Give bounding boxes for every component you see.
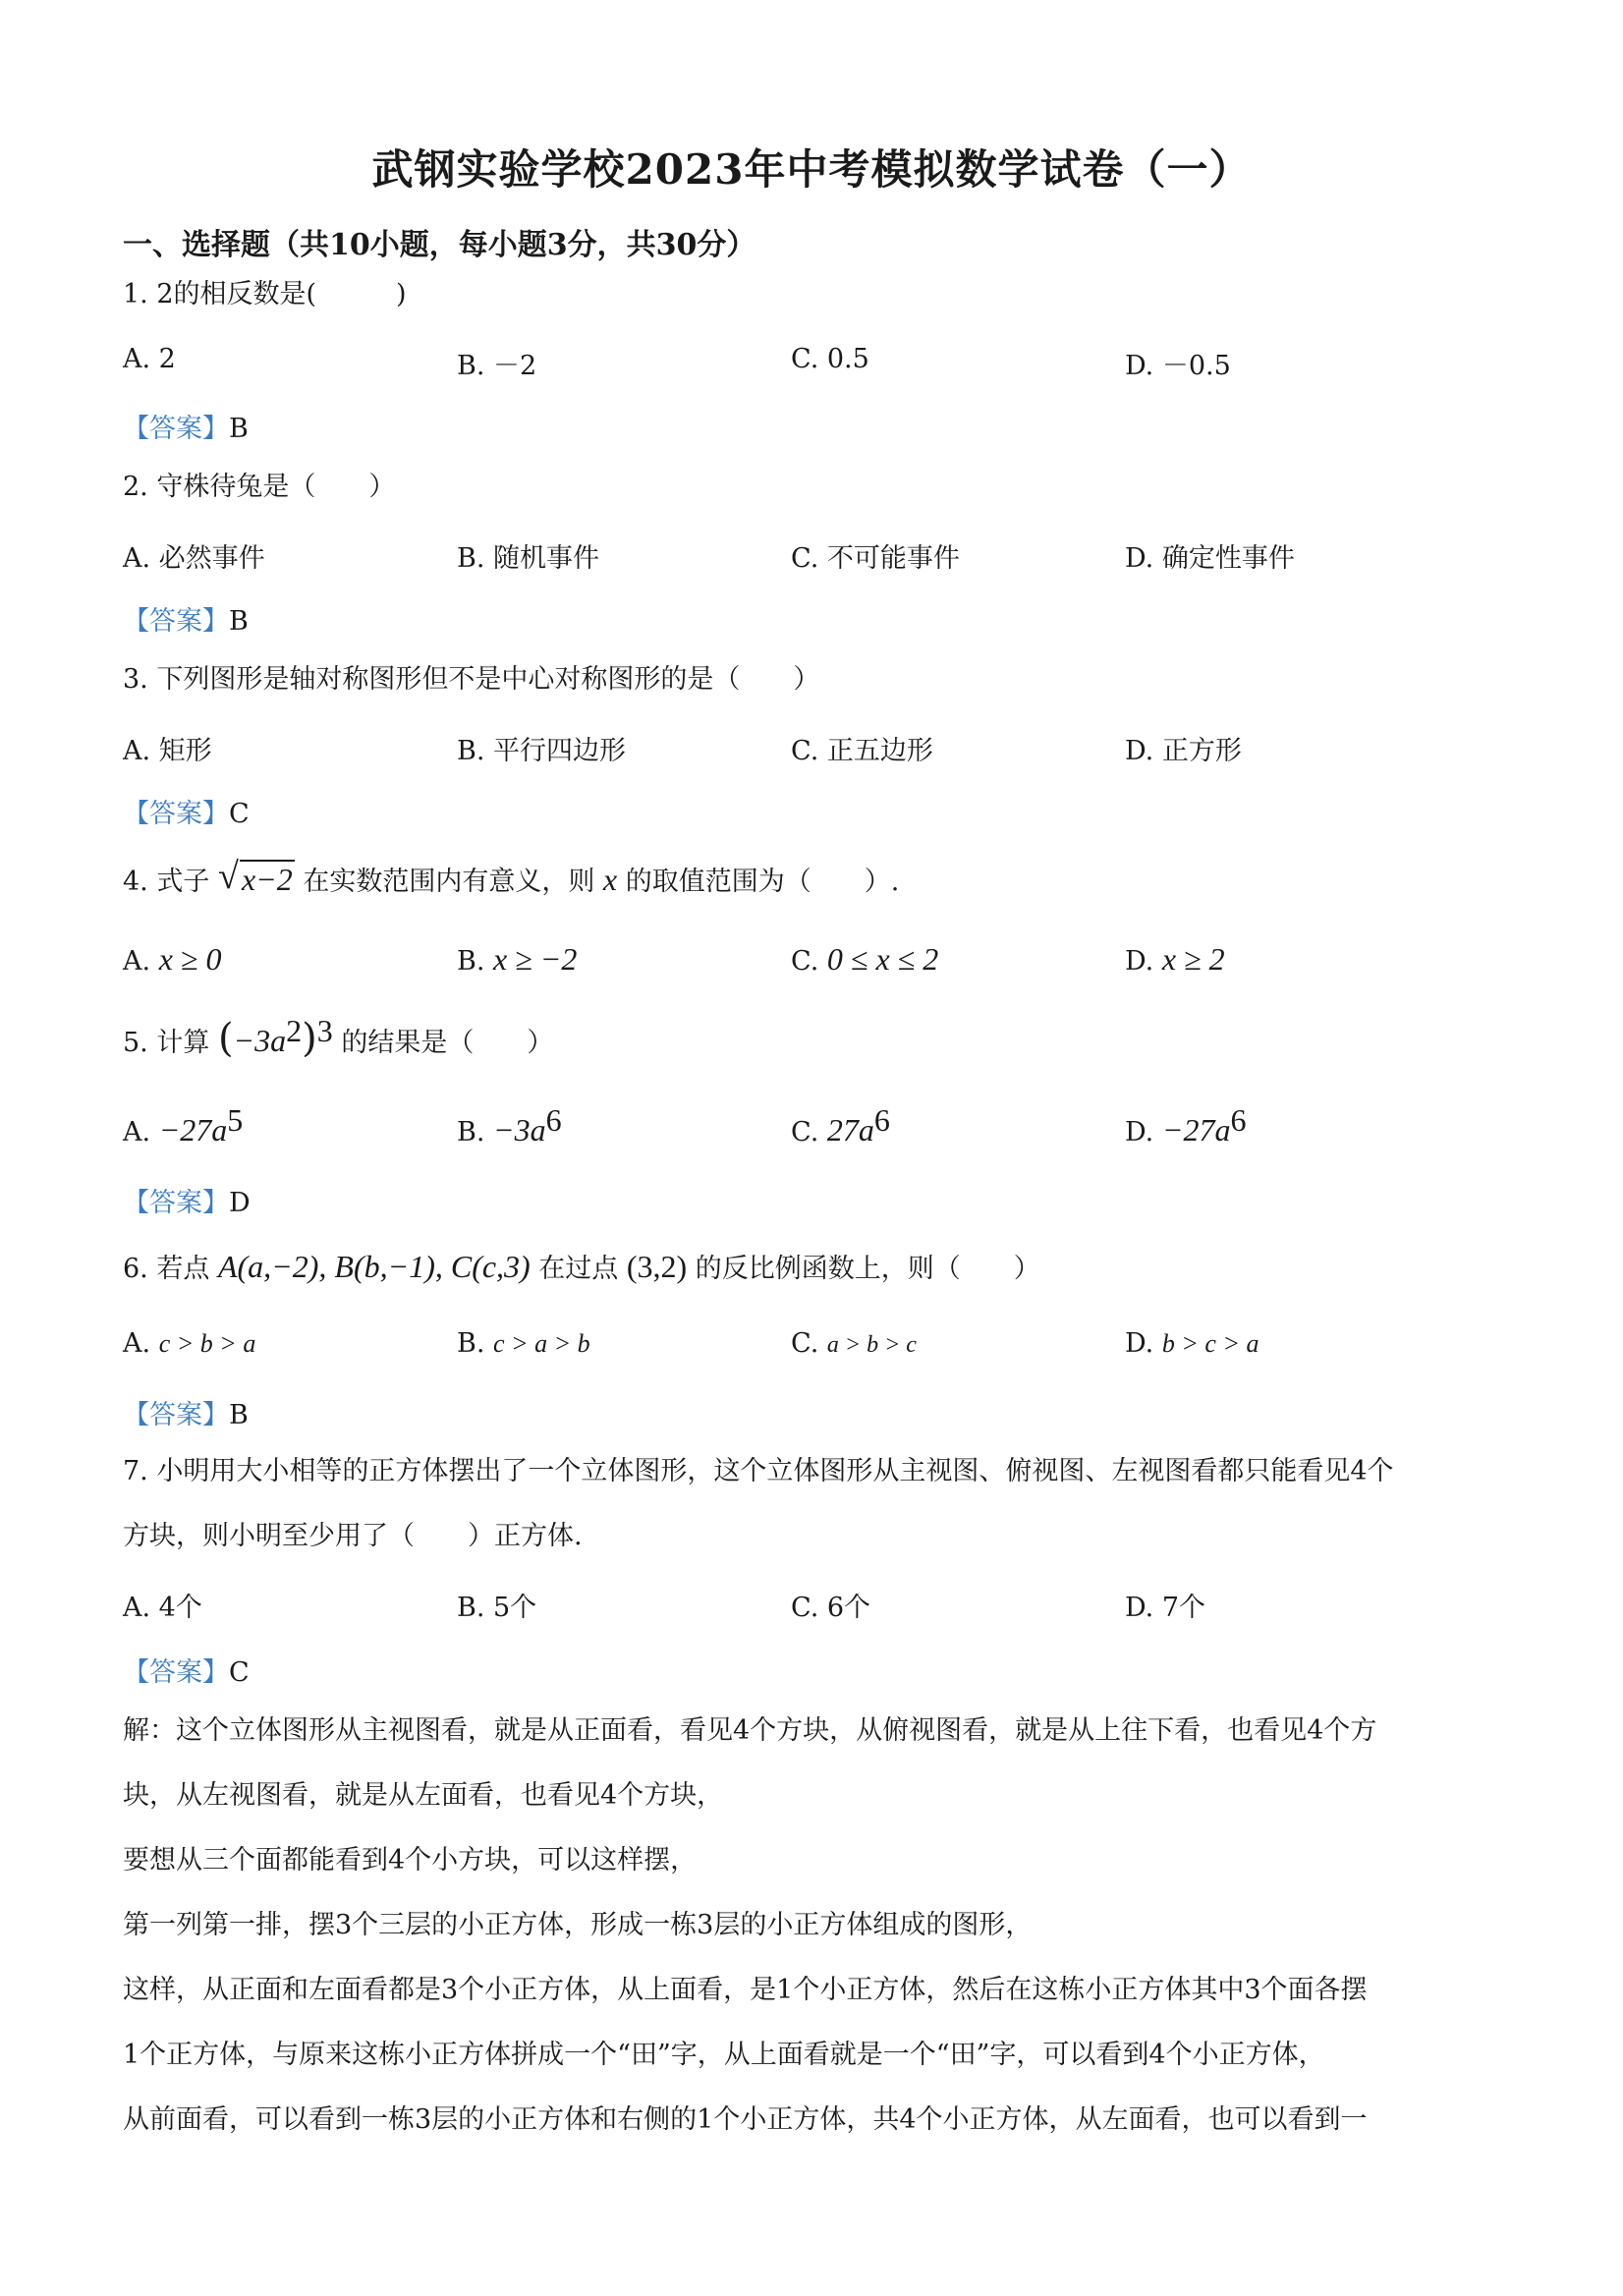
answer-tag: 【答案】 [123, 1188, 229, 1218]
q4-option-c [791, 941, 938, 978]
q3-option-b: B. 平行四边形 [457, 736, 627, 766]
option-exponent: 5 [227, 1102, 244, 1138]
q6-answer [123, 1393, 249, 1431]
q5-option-c [791, 1102, 890, 1148]
q4-pre: 4. 式子 [123, 867, 210, 897]
answer-tag: 【答案】 [123, 799, 229, 829]
q5-answer [123, 1181, 251, 1219]
q6-option-c [791, 1328, 917, 1359]
option-value: x ≥ 2 [1161, 941, 1225, 977]
answer-tag: 【答案】 [123, 414, 229, 444]
q7-option-a: A. 4个 [123, 1593, 202, 1623]
question-2-options [123, 536, 1518, 576]
q4-var: x [602, 862, 618, 897]
solution-line: 第一列第一排，摆3个三层的小正方体，形成一栋3层的小正方体组成的图形， [123, 1910, 1033, 1940]
question-7-stem-line-1: 7. 小明用大小相等的正方体摆出了一个立体图形，这个立体图形从主视图、俯视图、左视图看都只能看见4个 [123, 1456, 1394, 1486]
q3-answer [123, 792, 250, 830]
q5-post: 的结果是（ ） [341, 1028, 554, 1058]
radical-sign-icon: √ [217, 856, 239, 897]
q1-option-b: B. －2 [457, 351, 537, 381]
solution-line: 从前面看，可以看到一栋3层的小正方体和右侧的1个小正方体，共4个小正方体，从左面看，也可以看到一 [123, 2104, 1368, 2135]
q3-option-c: C. 正五边形 [791, 736, 933, 766]
option-value: x ≥ 0 [158, 941, 222, 977]
q4-radicand: x−2 [241, 862, 293, 897]
option-label: D. [1125, 1328, 1154, 1359]
q6-option-a [123, 1328, 255, 1359]
q4-post: 的取值范围为（ ）. [625, 867, 900, 897]
q7-option-b: B. 5个 [457, 1593, 537, 1623]
q5-option-a [123, 1102, 243, 1148]
option-value: 27a [826, 1112, 874, 1148]
q6-mid: 在过点 [538, 1254, 619, 1284]
answer-tag: 【答案】 [123, 1400, 229, 1430]
q4-option-d [1125, 941, 1225, 978]
answer-tag: 【答案】 [123, 1657, 229, 1688]
solution-line: 要想从三个面都能看到4个小方块，可以这样摆， [123, 1845, 698, 1876]
option-value: b > c > a [1161, 1329, 1259, 1358]
section-heading: 一、选择题（共10小题，每小题3分，共30分） [123, 228, 756, 262]
q2-answer [123, 599, 249, 638]
option-value: x ≥ −2 [493, 941, 578, 977]
option-label: A. [123, 1328, 151, 1359]
answer-value: C [229, 1657, 250, 1688]
option-label: A. [123, 1117, 151, 1148]
q7-option-d: D. 7个 [1125, 1593, 1206, 1623]
answer-value: B [229, 606, 249, 637]
q5-option-d [1125, 1102, 1246, 1148]
option-label: D. [1125, 946, 1154, 977]
option-label: D. [1125, 1117, 1154, 1148]
option-label: B. [457, 946, 485, 977]
option-value: a > b > c [826, 1332, 917, 1358]
q6-point: (3,2) [626, 1249, 688, 1284]
q5-expr: −3a [233, 1023, 287, 1058]
solution-line: 块，从左视图看，就是从左面看，也看见4个方块， [123, 1780, 724, 1811]
q6-post: 的反比例函数上，则（ ） [695, 1254, 1040, 1284]
option-exponent: 6 [545, 1102, 562, 1138]
solution-line: 解：这个立体图形从主视图看，就是从正面看，看见4个方块，从俯视图看，就是从上往下看，也看见4个方 [123, 1715, 1377, 1746]
question-7-options [123, 1586, 1518, 1625]
answer-value: C [229, 799, 250, 829]
q5-option-b [457, 1102, 562, 1148]
option-value: −27a [1161, 1112, 1231, 1148]
option-value: 0 ≤ x ≤ 2 [826, 941, 939, 977]
q1-option-d: D. －0.5 [1125, 351, 1231, 381]
q7-answer [123, 1651, 250, 1689]
option-label: A. [123, 946, 151, 977]
q1-option-c: C. 0.5 [791, 344, 869, 374]
question-6-stem [123, 1248, 1040, 1285]
option-label: C. [791, 1117, 819, 1148]
q5-inner-exp: 2 [286, 1013, 303, 1048]
q4-radical [217, 856, 295, 898]
option-value: c > b > a [158, 1329, 256, 1358]
q6-pre: 6. 若点 [123, 1254, 210, 1284]
q4-mid: 在实数范围内有意义，则 [303, 867, 595, 897]
question-1-options [123, 344, 1518, 383]
solution-line: 这样，从正面和左面看都是3个小正方体，从上面看，是1个小正方体，然后在这栋小正方体其中3个面各摆 [123, 1975, 1368, 2005]
option-label: B. [457, 1328, 485, 1359]
answer-value: B [229, 1400, 249, 1430]
q1-answer [123, 407, 249, 445]
q3-option-a: A. 矩形 [123, 736, 212, 766]
option-label: C. [791, 1328, 819, 1359]
q1-option-a: A. 2 [123, 344, 176, 374]
q3-option-d: D. 正方形 [1125, 736, 1242, 766]
open-paren-icon: ( [217, 1016, 234, 1061]
question-5-stem [123, 1012, 553, 1062]
solution-line: 1个正方体，与原来这栋小正方体拼成一个“田”字，从上面看就是一个“田”字，可以看到4个小正方体， [123, 2040, 1325, 2070]
question-1-stem: 1. 2的相反数是( ) [123, 279, 407, 309]
question-3-stem: 3. 下列图形是轴对称图形但不是中心对称图形的是（ ） [123, 664, 820, 695]
question-2-stem: 2. 守株待兔是（ ） [123, 472, 396, 502]
q6-option-b [457, 1328, 590, 1359]
q6-option-d [1125, 1328, 1259, 1359]
q2-option-a: A. 必然事件 [123, 543, 265, 574]
option-label: B. [457, 1117, 485, 1148]
q4-option-a [123, 941, 221, 978]
question-7-stem-line-2: 方块，则小明至少用了（ ）正方体. [123, 1521, 583, 1551]
question-4-options [123, 941, 1518, 980]
option-label: C. [791, 946, 819, 977]
question-3-options [123, 729, 1518, 768]
q2-option-b: B. 随机事件 [457, 543, 600, 574]
q5-pre: 5. 计算 [123, 1028, 210, 1058]
q5-outer-exp: 3 [316, 1013, 333, 1048]
q2-option-c: C. 不可能事件 [791, 543, 960, 574]
option-value: c > a > b [493, 1329, 590, 1358]
answer-value: D [229, 1188, 251, 1218]
question-6-options [123, 1328, 1518, 1368]
answer-value: B [229, 414, 249, 444]
option-exponent: 6 [1230, 1102, 1247, 1138]
q6-points: A(a,−2), B(b,−1), C(c,3) [217, 1249, 531, 1284]
close-paren-icon: ) [302, 1016, 317, 1061]
q2-option-d: D. 确定性事件 [1125, 543, 1295, 574]
page-title: 武钢实验学校2023年中考模拟数学试卷（一） [371, 145, 1252, 194]
option-exponent: 6 [873, 1102, 890, 1138]
q4-option-b [457, 941, 577, 978]
question-4-stem [123, 856, 900, 898]
option-value: −27a [158, 1112, 228, 1148]
question-5-options [123, 1102, 1518, 1148]
q7-option-c: C. 6个 [791, 1593, 871, 1623]
answer-tag: 【答案】 [123, 606, 229, 637]
option-value: −3a [493, 1112, 546, 1148]
